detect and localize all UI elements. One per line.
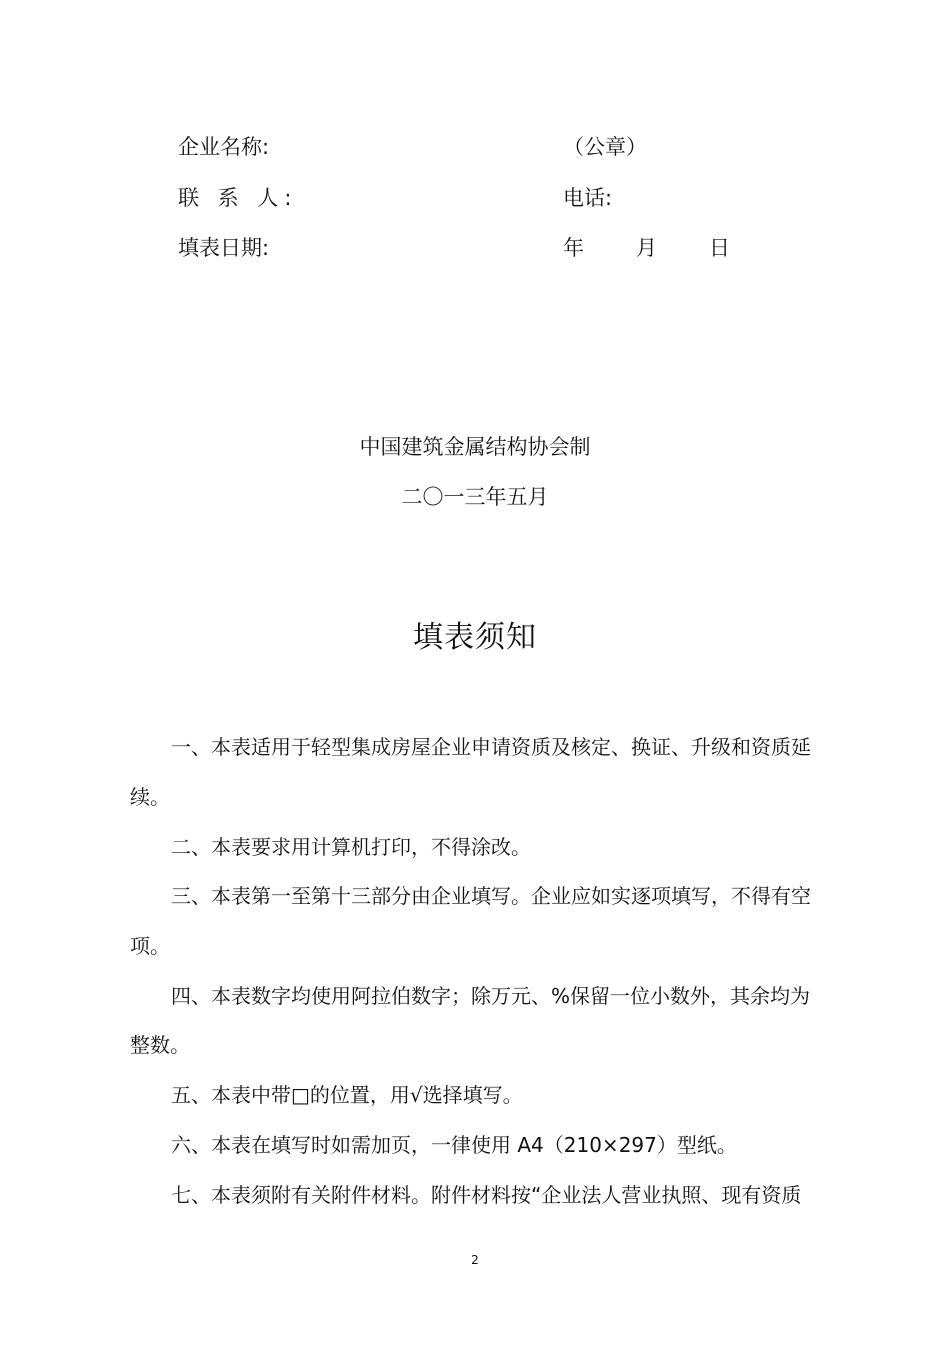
instructions-title: 填表须知	[413, 620, 537, 655]
seal-label: （公章）	[563, 135, 647, 159]
page-number: 2	[471, 1253, 479, 1267]
phone-label: 电话:	[563, 186, 613, 210]
day-label: 日	[709, 236, 730, 260]
month-label: 月	[636, 236, 657, 260]
instruction-item-7-line-1: 七、本表须附有关附件材料。附件材料按“企业法人营业执照、现有资质	[171, 1183, 802, 1207]
instruction-item-1-line-2: 续。	[130, 785, 170, 809]
instruction-item-3-line-2: 项。	[130, 934, 170, 958]
company-name-label: 企业名称:	[178, 135, 270, 159]
contact-label: 联 系 人:	[178, 186, 298, 210]
instruction-item-1-line-1: 一、本表适用于轻型集成房屋企业申请资质及核定、换证、升级和资质延	[171, 735, 811, 759]
instruction-item-5: 五、本表中带□的位置，用√选择填写。	[171, 1083, 523, 1107]
instruction-item-4-line-1: 四、本表数字均使用阿拉伯数字；除万元、%保留一位小数外，其余均为	[171, 984, 811, 1008]
fill-date-label: 填表日期:	[178, 236, 270, 260]
instruction-item-6: 六、本表在填写时如需加页，一律使用 A4（210×297）型纸。	[171, 1133, 737, 1157]
instruction-item-2: 二、本表要求用计算机打印，不得涂改。	[171, 835, 531, 859]
year-label: 年	[563, 236, 584, 260]
issuer-org: 中国建筑金属结构协会制	[359, 435, 591, 459]
issuer-date: 二〇一三年五月	[401, 485, 549, 509]
instruction-item-3-line-1: 三、本表第一至第十三部分由企业填写。企业应如实逐项填写，不得有空	[171, 884, 811, 908]
instruction-item-4-line-2: 整数。	[130, 1033, 190, 1057]
